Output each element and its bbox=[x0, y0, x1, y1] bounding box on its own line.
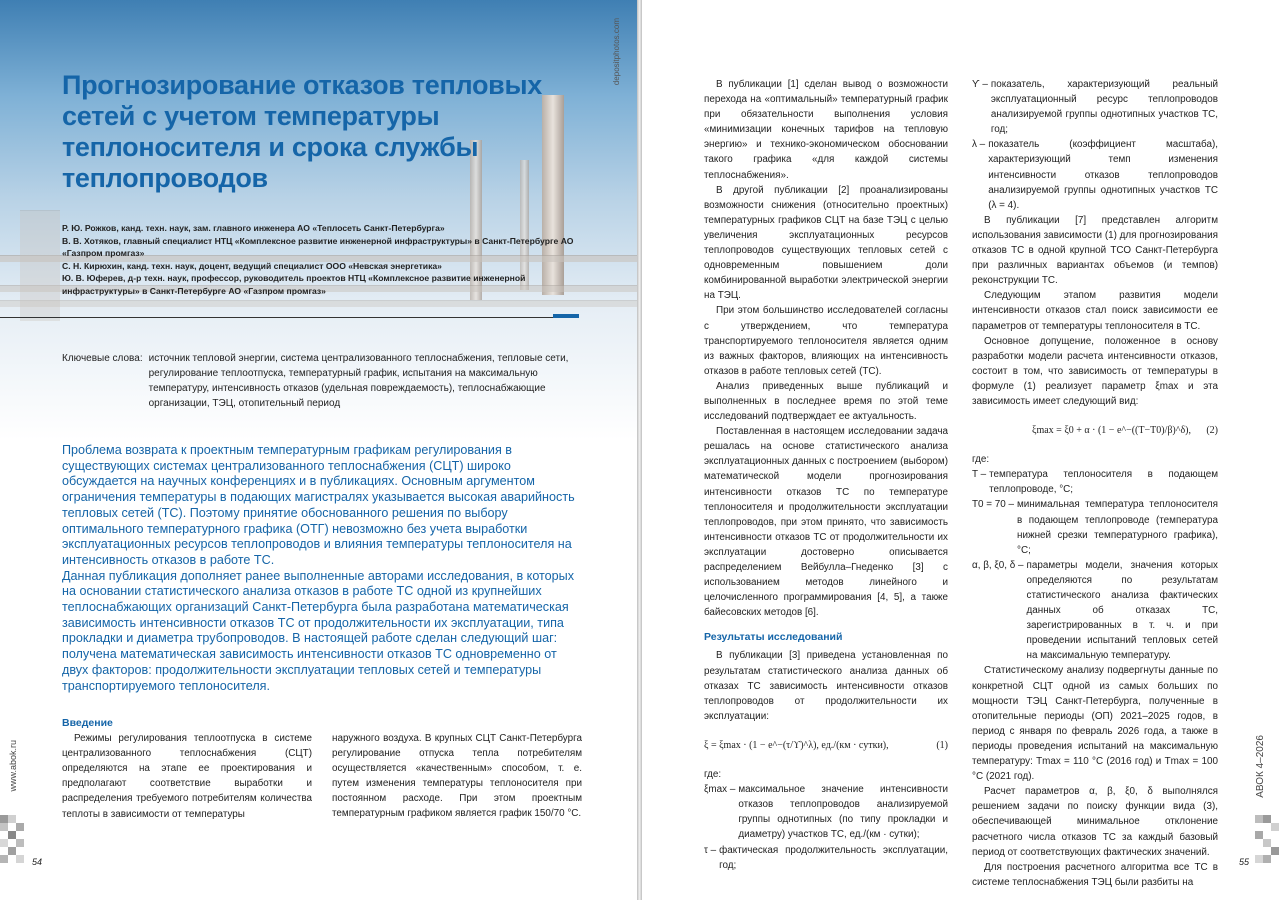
definition-text: температура теплоносителя в подающем теплопроводе, °С; bbox=[989, 469, 1218, 496]
paragraph: В публикации [1] сделан вывод о возможности перехода на «оптимальный» температурный график при обязательности выполнения условия «минимизации конечных тарифов на тепловую энергию» и технико-экономическом обосновании такого графика «для каждой системы теплоснабжения». bbox=[704, 79, 948, 181]
authors bbox=[62, 222, 577, 297]
page-number: 54 bbox=[32, 857, 43, 867]
divider bbox=[0, 317, 578, 318]
keywords-label: Ключевые слова: bbox=[62, 353, 143, 364]
right-page bbox=[642, 0, 1279, 900]
definition bbox=[972, 558, 1218, 664]
intro-paragraph: Режимы регулирования теплоотпуска в системе централизованного теплоснабжения (СЦТ) определяются на этапе ее проектирования и предполагают соответствие выработки и распределения требуемого потребителям количества теплоты в зависимости от температуры bbox=[62, 733, 312, 820]
definitions-1 bbox=[704, 767, 948, 873]
definition-symbol: T – bbox=[972, 469, 987, 481]
paragraph: Поставленная в настоящем исследовании задача решалась на основе статистического анализа эксплуатационных данных с построением (выбором) математической модели прогнозирования интенсивности отказов ТС по температуре теплоносителя и продолжительности эксплуатации теплопроводов, при этом принято, что зависимость интенсивности отказов ТС от продолжительности их эксплуатации достоверно описывается распределением Вейбулла–Гнеденко [3] с использованием методов линейного и целочисленного программирования [4, 5], а также байесовских методов [6]. bbox=[704, 426, 948, 619]
definition-text: показатель, характеризующий реальный эксплуатационный ресурс теплопроводов анализируемой группы однотипных участков ТС, год; bbox=[990, 79, 1218, 136]
formula-1 bbox=[704, 738, 948, 753]
page-number: 55 bbox=[1239, 857, 1250, 867]
abstract-paragraph: Проблема возврата к проектным температурным графикам регулирования в существующих системах централизованного теплоснабжения (СЦТ) широко обсуждается на научных конференциях и в публикациях. Основным аргументом ограничения температуры в подающих магистралях указывается высокая аварийность тепловых сетей (ТС). Поэтому принятие обоснованного решения по выбору оптимального температурного графика (ОТГ) невозможно без учета выработки эксплуатационных ресурсов теплопроводов и влияния температуры теплоносителя на интенсивность отказов в работе ТС. bbox=[62, 443, 575, 567]
abstract-paragraph: Данная публикация дополняет ранее выполненные авторами исследования, в которых на основании статистического анализа отказов в работе ТС одной из крупнейших теплоснабжающих организаций Санкт-Петербурга была разработана математическая зависимость интенсивности отказов ТС от продолжительности их эксплуатации, типа прокладки и диаметра трубопроводов. В настоящей работе сделан следующий шаг: получена математическая зависимость интенсивности отказов ТС одновременно от двух факторов: продолжительности эксплуатации тепловых сетей и температуры транспортируемого теплоносителя. bbox=[62, 568, 575, 693]
pipe bbox=[20, 210, 60, 321]
definitions-continued bbox=[972, 77, 1218, 213]
left-page bbox=[0, 0, 637, 900]
definition bbox=[704, 782, 948, 842]
formula-2-expression: ξmax = ξ0 + α · (1 − e^−((T−T0)/β)^δ), bbox=[1032, 425, 1191, 437]
where-label: где: bbox=[972, 454, 990, 466]
article-title: Прогнозирование отказов тепловых сетей с учетом температуры теплоносителя и срока службы теплопроводов bbox=[62, 70, 542, 193]
formula-2 bbox=[972, 423, 1218, 438]
paragraph: Расчет параметров α, β, ξ0, δ выполнялся решением задачи по поиску функции вида (3), обеспечивающей минимальное отклонение расчетного числа отказов ТС за каждый базовый период от соответствующих фактических значений. bbox=[972, 786, 1218, 858]
author: С. Н. Кирюхин, канд. техн. наук, доцент, ведущий специалист ООО «Невская энергетика» bbox=[62, 260, 442, 271]
paragraph: В публикации [7] представлен алгоритм использования зависимости (1) для прогнозирования отказов ТС в одной крупной ТСО Санкт-Петербурга при различных вариантах объемов (и темпов) реконструкции ТС. bbox=[972, 214, 1218, 287]
divider-accent bbox=[553, 314, 579, 318]
author: Ю. В. Юферев, д-р техн. наук, профессор, руководитель проектов НТЦ «Комплексное развитие инженерной инфраструктуры» в Санкт-Петербурге АО «Газпром промгаз» bbox=[62, 273, 526, 296]
paragraph: В публикации [3] приведена установленная по результатам статистического анализа данных об отказах ТС зависимость интенсивности отказов теплопроводов от продолжительности их эксплуатации: bbox=[704, 650, 948, 722]
journal-issue: АВОК 4–2026 bbox=[1255, 735, 1266, 798]
paragraph: Для построения расчетного алгоритма все ТС в системе теплоснабжения ТЭЦ были разбиты на bbox=[972, 861, 1218, 888]
keywords bbox=[62, 351, 577, 411]
definition-symbol: τ – bbox=[704, 844, 717, 856]
paragraph: Следующим этапом развития модели интенсивности отказов стал поиск зависимости ее параметров от температуры теплоносителя в ТС. bbox=[972, 290, 1218, 332]
results-heading: Результаты исследований bbox=[704, 631, 843, 644]
definition-symbol: λ – bbox=[972, 139, 986, 151]
definition-symbol: ξmax – bbox=[704, 784, 736, 796]
intro-paragraph-cont: наружного воздуха. В крупных СЦТ Санкт-Петербурга регулирование отпуска тепла потребителям осуществляется «качественным» способом, т. е. путем изменения температуры теплоносителя при постоянном расходе. При этом проектным температурным графиком является график 150/70 °С. bbox=[332, 733, 582, 820]
photo-credit: depositphotos.com bbox=[612, 18, 621, 86]
definition bbox=[972, 467, 1218, 497]
definition bbox=[704, 843, 948, 873]
definition-symbol: ϒ – bbox=[972, 79, 988, 90]
definition-text: показатель (коэффициент масштаба), характеризующий темп изменения интенсивности отказов теплопроводов анализируемой группы однотипных участков ТС (λ = 4). bbox=[988, 139, 1218, 211]
definition bbox=[972, 137, 1218, 212]
author: Р. Ю. Рожков, канд. техн. наук, зам. главного инженера АО «Теплосеть Санкт-Петербурга» bbox=[62, 223, 445, 233]
intro-column-1 bbox=[62, 716, 312, 822]
definition bbox=[972, 497, 1218, 557]
paragraph: Статистическому анализу подвергнуты данные по конкретной СЦТ одной из самых больших по мощности ТЭЦ Санкт-Петербурга, полученные в отопительные периоды (ОП) 2021–2025 годов, в период с января по февраль 2026 года, а также в периоды проведения испытаний на максимальную температуру: Tmax = 110 °С (2016 год) и Tmax = 100 °С (2021 год). bbox=[972, 665, 1218, 783]
intro-column-2 bbox=[332, 731, 582, 822]
pipe bbox=[0, 300, 637, 307]
definition-text: максимальное значение интенсивности отказов теплопроводов анализируемой группы однотипных (по типу прокладки и диаметру) участков ТС, ед./(км · сутки); bbox=[738, 784, 948, 841]
definition-symbol: α, β, ξ0, δ – bbox=[972, 559, 1024, 571]
keywords-list: источник тепловой энергии, система централизованного теплоснабжения, тепловые сети, регулирование теплоотпуска, температурный график, испытания на максимальную температуру, интенсивность отказов (удельная повреждаемость), теплоснабжающие организации, ТЭЦ, отопительный период bbox=[148, 353, 569, 409]
right-column-1 bbox=[704, 77, 948, 873]
paragraph: Анализ приведенных выше публикаций и выполненных в последнее время по этой теме исследований подтверждает ее актуальность. bbox=[704, 380, 948, 423]
author: В. В. Хотяков, главный специалист НТЦ «Комплексное развитие инженерной инфраструктуры» в Санкт-Петербурге АО «Газпром промгаз» bbox=[62, 235, 574, 258]
paragraph: При этом большинство исследователей согласны с утверждением, что температура транспортируемого теплоносителя является одним из важных факторов, влияющих на интенсивность отказов в работе тепловых сетей (ТС). bbox=[704, 305, 948, 377]
definitions-2 bbox=[972, 452, 1218, 663]
right-column-2 bbox=[972, 77, 1218, 890]
definition bbox=[972, 77, 1218, 137]
intro-heading: Введение bbox=[62, 717, 113, 729]
formula-2-number: (2) bbox=[1206, 425, 1218, 437]
paragraph: Основное допущение, положенное в основу разработки модели расчета интенсивности отказов, состоит в том, что зависимость от температуры в формуле (1) реализует параметр ξmax и эта зависимость имеет следующий вид: bbox=[972, 335, 1218, 407]
formula-1-number: (1) bbox=[936, 739, 948, 751]
abstract bbox=[62, 443, 582, 694]
definition-symbol: T0 = 70 – bbox=[972, 499, 1014, 511]
site-url: www.abok.ru bbox=[8, 740, 18, 792]
paragraph: В другой публикации [2] проанализированы возможности снижения (относительно проектных) температурных графиков СЦТ на базе ТЭЦ с целью увеличения эксплуатационных ресурсов теплопроводов существующих тепловых сетей с одновременным повышением доли комбинированной выработки электрической энергии на ТЭЦ. bbox=[704, 184, 948, 302]
where-label: где: bbox=[704, 769, 722, 781]
definition-text: параметры модели, значения которых определяются по результатам статистического анализа фактических данных об отказах ТС, зарегистрированных в т. ч. и при проведении испытаний тепловых сетей на максимальную температуру. bbox=[1026, 559, 1218, 662]
definition-text: фактическая продолжительность эксплуатации, год; bbox=[719, 844, 948, 871]
definition-text: минимальная температура теплоносителя в подающем теплопроводе (температура нижней срезки температурного графика), °С; bbox=[1017, 499, 1218, 556]
formula-1-expression: ξ = ξmax · (1 − e^−(τ/ϒ)^λ), ед./(км · сутки), bbox=[704, 739, 889, 751]
